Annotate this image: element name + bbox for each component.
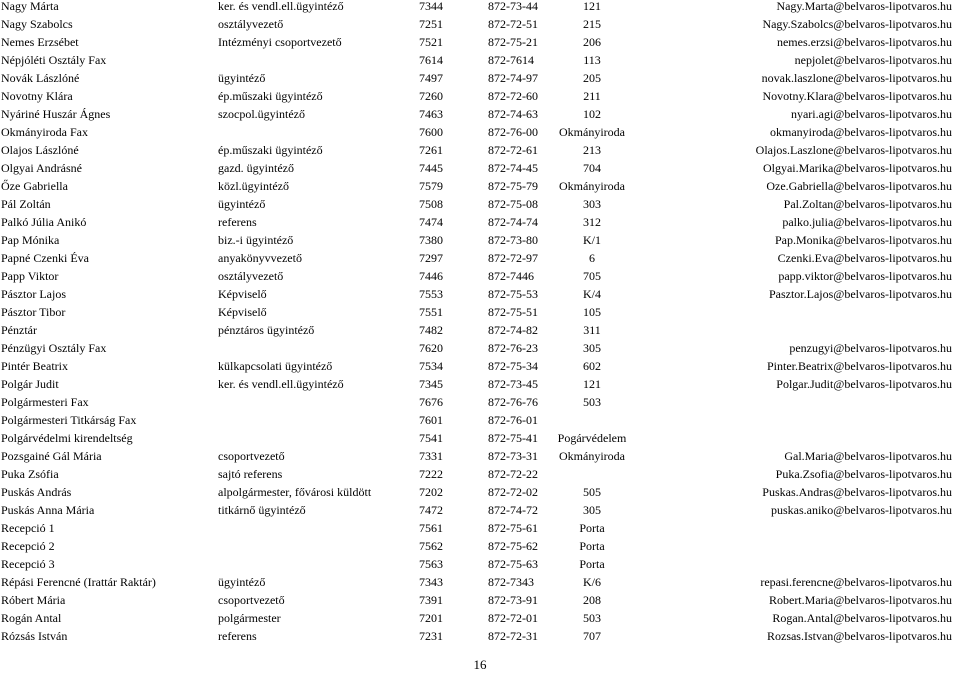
room-cell: Pogárvédelem (557, 431, 627, 445)
email-cell[interactable]: Novotny.Klara@belvaros-lipotvaros.hu (762, 89, 952, 103)
title-cell: referens (218, 629, 257, 643)
room-cell: 113 (583, 53, 601, 67)
extension-cell: 7600 (419, 125, 443, 139)
room-cell: K/1 (583, 233, 601, 247)
room-cell: Porta (579, 521, 605, 535)
name-cell: Polgármesteri Titkárság Fax (1, 413, 137, 427)
title-cell: ügyintéző (218, 197, 266, 211)
phone-cell: 872-7614 (488, 53, 534, 67)
extension-cell: 7446 (419, 269, 443, 283)
phone-cell: 872-75-21 (488, 35, 538, 49)
extension-cell: 7482 (419, 323, 443, 337)
email-cell[interactable]: Pasztor.Lajos@belvaros-lipotvaros.hu (768, 287, 952, 301)
title-cell: csoportvezető (218, 593, 285, 607)
title-cell: Intézményi csoportvezető (218, 35, 342, 49)
extension-cell: 7261 (419, 143, 443, 157)
email-cell[interactable]: penzugyi@belvaros-lipotvaros.hu (789, 341, 952, 355)
title-cell: Képviselő (218, 287, 267, 301)
table-row (0, 573, 960, 591)
table-row (0, 393, 960, 411)
extension-cell: 7676 (419, 395, 443, 409)
email-cell[interactable]: puskas.aniko@belvaros-lipotvaros.hu (770, 503, 952, 517)
table-row (0, 555, 960, 573)
extension-cell: 7260 (419, 89, 443, 103)
room-cell: Okmányiroda (559, 179, 625, 193)
table-row (0, 357, 960, 375)
email-cell[interactable]: nyari.agi@belvaros-lipotvaros.hu (790, 107, 952, 121)
room-cell: 602 (583, 359, 601, 373)
name-cell: Palkó Júlia Anikó (1, 215, 87, 229)
table-row (0, 411, 960, 429)
name-cell: Puskás András (1, 485, 72, 499)
extension-cell: 7380 (419, 233, 443, 247)
title-cell: anyakönyvvezető (218, 251, 302, 265)
room-cell: 6 (589, 251, 595, 265)
extension-cell: 7222 (419, 467, 443, 481)
email-cell[interactable]: nepjolet@belvaros-lipotvaros.hu (794, 53, 952, 67)
email-cell[interactable]: Polgar.Judit@belvaros-lipotvaros.hu (776, 377, 952, 391)
extension-cell: 7297 (419, 251, 443, 265)
title-cell: titkárnő ügyintéző (218, 503, 306, 517)
email-cell[interactable]: repasi.ferencne@belvaros-lipotvaros.hu (760, 575, 952, 589)
name-cell: Polgárvédelmi kirendeltség (1, 431, 133, 445)
phone-cell: 872-75-61 (488, 521, 538, 535)
extension-cell: 7201 (419, 611, 443, 625)
room-cell: Okmányiroda (559, 449, 625, 463)
phone-cell: 872-73-80 (488, 233, 538, 247)
name-cell: Recepció 2 (1, 539, 55, 553)
email-cell[interactable]: Nagy.Marta@belvaros-lipotvaros.hu (776, 0, 952, 13)
room-cell: 705 (583, 269, 601, 283)
table-row (0, 141, 960, 159)
table-row (0, 321, 960, 339)
room-cell: 213 (583, 143, 601, 157)
extension-cell: 7553 (419, 287, 443, 301)
phone-cell: 872-72-60 (488, 89, 538, 103)
room-cell: K/6 (583, 575, 601, 589)
email-cell[interactable]: Pap.Monika@belvaros-lipotvaros.hu (774, 233, 952, 247)
name-cell: Őze Gabriella (1, 179, 68, 193)
table-row (0, 285, 960, 303)
table-row (0, 609, 960, 627)
email-cell[interactable]: Puka.Zsofia@belvaros-lipotvaros.hu (775, 467, 952, 481)
table-row (0, 591, 960, 609)
email-cell[interactable]: nemes.erzsi@belvaros-lipotvaros.hu (776, 35, 952, 49)
phone-cell: 872-73-45 (488, 377, 538, 391)
name-cell: Nemes Erzsébet (1, 35, 79, 49)
title-cell: pénztáros ügyintéző (218, 323, 315, 337)
table-row (0, 501, 960, 519)
extension-cell: 7202 (419, 485, 443, 499)
room-cell: Porta (579, 557, 605, 571)
email-cell[interactable]: Rogan.Antal@belvaros-lipotvaros.hu (772, 611, 952, 625)
room-cell: 312 (583, 215, 601, 229)
phone-cell: 872-74-74 (488, 215, 538, 229)
extension-cell: 7251 (419, 17, 443, 31)
phone-cell: 872-73-31 (488, 449, 538, 463)
extension-cell: 7497 (419, 71, 443, 85)
phone-cell: 872-76-00 (488, 125, 538, 139)
room-cell: 208 (583, 593, 601, 607)
phone-cell: 872-72-02 (488, 485, 538, 499)
name-cell: Rózsás István (1, 629, 68, 643)
phone-cell: 872-75-53 (488, 287, 538, 301)
table-row (0, 267, 960, 285)
title-cell: sajtó referens (218, 467, 283, 481)
phone-cell: 872-74-63 (488, 107, 538, 121)
extension-cell: 7579 (419, 179, 443, 193)
title-cell: biz.-i ügyintéző (218, 233, 294, 247)
title-cell: ép.műszaki ügyintéző (218, 89, 323, 103)
name-cell: Nyáriné Huszár Ágnes (1, 107, 111, 121)
name-cell: Recepció 3 (1, 557, 55, 571)
title-cell: ügyintéző (218, 71, 266, 85)
table-row (0, 627, 960, 645)
room-cell: 211 (583, 89, 601, 103)
extension-cell: 7391 (419, 593, 443, 607)
extension-cell: 7562 (419, 539, 443, 553)
extension-cell: 7345 (419, 377, 443, 391)
table-row (0, 69, 960, 87)
phone-cell: 872-75-63 (488, 557, 538, 571)
table-row (0, 213, 960, 231)
extension-cell: 7508 (419, 197, 443, 211)
name-cell: Polgármesteri Fax (1, 395, 89, 409)
email-cell[interactable]: palko.julia@belvaros-lipotvaros.hu (782, 215, 952, 229)
table-row (0, 339, 960, 357)
phone-cell: 872-72-51 (488, 17, 538, 31)
room-cell: 503 (583, 395, 601, 409)
table-row (0, 249, 960, 267)
table-row (0, 483, 960, 501)
name-cell: Népjóléti Osztály Fax (1, 53, 107, 67)
name-cell: Puskás Anna Mária (1, 503, 95, 517)
phone-cell: 872-72-01 (488, 611, 538, 625)
extension-cell: 7551 (419, 305, 443, 319)
title-cell: ügyintéző (218, 575, 266, 589)
phone-cell: 872-72-31 (488, 629, 538, 643)
title-cell: gazd. ügyintéző (218, 161, 294, 175)
title-cell: Képviselő (218, 305, 267, 319)
phone-cell: 872-74-45 (488, 161, 538, 175)
name-cell: Puka Zsófia (1, 467, 59, 481)
email-cell[interactable]: okmanyiroda@belvaros-lipotvaros.hu (769, 125, 952, 139)
name-cell: Pozsgainé Gál Mária (1, 449, 102, 463)
name-cell: Pál Zoltán (1, 197, 51, 211)
phone-cell: 872-73-91 (488, 593, 538, 607)
name-cell: Pénztár (1, 323, 37, 337)
phone-cell: 872-74-82 (488, 323, 538, 337)
table-row (0, 231, 960, 249)
phone-cell: 872-76-76 (488, 395, 538, 409)
table-row (0, 303, 960, 321)
extension-cell: 7521 (419, 35, 443, 49)
title-cell: polgármester (218, 611, 281, 625)
name-cell: Nagy Márta (1, 0, 59, 13)
email-cell[interactable]: novak.laszlone@belvaros-lipotvaros.hu (761, 71, 952, 85)
phone-cell: 872-72-97 (488, 251, 538, 265)
room-cell: 503 (583, 611, 601, 625)
table-row (0, 159, 960, 177)
table-row (0, 177, 960, 195)
name-cell: Novák Lászlóné (1, 71, 80, 85)
extension-cell: 7231 (419, 629, 443, 643)
extension-cell: 7541 (419, 431, 443, 445)
table-row (0, 105, 960, 123)
room-cell: 305 (583, 503, 601, 517)
table-row (0, 15, 960, 33)
room-cell: Porta (579, 539, 605, 553)
extension-cell: 7445 (419, 161, 443, 175)
email-cell[interactable]: Olgyai.Marika@belvaros-lipotvaros.hu (762, 161, 952, 175)
title-cell: osztályvezető (218, 269, 284, 283)
title-cell: referens (218, 215, 257, 229)
extension-cell: 7601 (419, 413, 443, 427)
title-cell: csoportvezető (218, 449, 285, 463)
name-cell: Rogán Antal (1, 611, 62, 625)
name-cell: Olajos Lászlóné (1, 143, 79, 157)
name-cell: Novotny Klára (1, 89, 73, 103)
extension-cell: 7474 (419, 215, 443, 229)
title-cell: közl.ügyintéző (218, 179, 289, 193)
room-cell: 707 (583, 629, 601, 643)
phone-cell: 872-72-22 (488, 467, 538, 481)
name-cell: Répási Ferencné (Irattár Raktár) (1, 575, 156, 589)
name-cell: Pásztor Lajos (1, 287, 66, 301)
extension-cell: 7463 (419, 107, 443, 121)
phone-cell: 872-75-08 (488, 197, 538, 211)
room-cell: 205 (583, 71, 601, 85)
table-row (0, 123, 960, 141)
table-row (0, 429, 960, 447)
table-row (0, 33, 960, 51)
room-cell: 303 (583, 197, 601, 211)
room-cell: 102 (583, 107, 601, 121)
name-cell: Nagy Szabolcs (1, 17, 73, 31)
table-row (0, 375, 960, 393)
extension-cell: 7614 (419, 53, 443, 67)
room-cell: Okmányiroda (559, 125, 625, 139)
name-cell: Róbert Mária (1, 593, 66, 607)
title-cell: ker. és vendl.ell.ügyintéző (218, 0, 344, 13)
name-cell: Okmányiroda Fax (1, 125, 88, 139)
table-row (0, 519, 960, 537)
extension-cell: 7331 (419, 449, 443, 463)
room-cell: 121 (583, 0, 601, 13)
extension-cell: 7561 (419, 521, 443, 535)
table-row (0, 195, 960, 213)
room-cell: 505 (583, 485, 601, 499)
email-cell[interactable]: Puskas.Andras@belvaros-lipotvaros.hu (762, 485, 952, 499)
phone-cell: 872-74-72 (488, 503, 538, 517)
room-cell: 704 (583, 161, 601, 175)
name-cell: Olgyai Andrásné (1, 161, 82, 175)
extension-cell: 7620 (419, 341, 443, 355)
email-cell[interactable]: Nagy.Szabolcs@belvaros-lipotvaros.hu (762, 17, 952, 31)
name-cell: Pap Mónika (1, 233, 60, 247)
room-cell: 215 (583, 17, 601, 31)
phone-cell: 872-72-61 (488, 143, 538, 157)
phone-cell: 872-75-62 (488, 539, 538, 553)
title-cell: alpolgármester, fővárosi küldött (218, 485, 372, 499)
room-cell: 311 (583, 323, 601, 337)
phone-cell: 872-74-97 (488, 71, 538, 85)
email-cell[interactable]: Pinter.Beatrix@belvaros-lipotvaros.hu (766, 359, 952, 373)
title-cell: ker. és vendl.ell.ügyintéző (218, 377, 344, 391)
email-cell[interactable]: Robert.Maria@belvaros-lipotvaros.hu (768, 593, 952, 607)
table-row (0, 0, 960, 15)
name-cell: Recepció 1 (1, 521, 55, 535)
name-cell: Papné Czenki Éva (1, 251, 89, 265)
room-cell: 206 (583, 35, 601, 49)
phone-cell: 872-7343 (488, 575, 534, 589)
name-cell: Polgár Judit (1, 377, 59, 391)
extension-cell: 7472 (419, 503, 443, 517)
name-cell: Pénzügyi Osztály Fax (1, 341, 107, 355)
room-cell: 305 (583, 341, 601, 355)
name-cell: Pásztor Tibor (1, 305, 66, 319)
phone-cell: 872-76-23 (488, 341, 538, 355)
phone-cell: 872-75-51 (488, 305, 538, 319)
page-number: 16 (473, 657, 487, 672)
room-cell: K/4 (583, 287, 601, 301)
email-cell[interactable]: Gal.Maria@belvaros-lipotvaros.hu (784, 449, 952, 463)
phone-cell: 872-75-79 (488, 179, 538, 193)
title-cell: osztályvezető (218, 17, 284, 31)
phone-cell: 872-76-01 (488, 413, 538, 427)
phone-cell: 872-75-41 (488, 431, 538, 445)
phone-cell: 872-7446 (488, 269, 534, 283)
extension-cell: 7344 (419, 0, 443, 13)
table-row (0, 51, 960, 69)
email-cell[interactable]: Oze.Gabriella@belvaros-lipotvaros.hu (766, 179, 952, 193)
room-cell: 105 (583, 305, 601, 319)
email-cell[interactable]: papp.viktor@belvaros-lipotvaros.hu (778, 269, 952, 283)
title-cell: külkapcsolati ügyintéző (218, 359, 333, 373)
extension-cell: 7534 (419, 359, 443, 373)
extension-cell: 7563 (419, 557, 443, 571)
table-row (0, 465, 960, 483)
table-row (0, 87, 960, 105)
email-cell[interactable]: Pal.Zoltan@belvaros-lipotvaros.hu (783, 197, 952, 211)
name-cell: Papp Viktor (1, 269, 59, 283)
email-cell[interactable]: Olajos.Laszlone@belvaros-lipotvaros.hu (755, 143, 952, 157)
room-cell: 121 (583, 377, 601, 391)
email-cell[interactable]: Czenki.Eva@belvaros-lipotvaros.hu (777, 251, 952, 265)
email-cell[interactable]: Rozsas.Istvan@belvaros-lipotvaros.hu (766, 629, 952, 643)
title-cell: ép.műszaki ügyintéző (218, 143, 323, 157)
phone-cell: 872-73-44 (488, 0, 538, 13)
table-row (0, 537, 960, 555)
phone-cell: 872-75-34 (488, 359, 538, 373)
title-cell: szocpol.ügyintéző (218, 107, 305, 121)
extension-cell: 7343 (419, 575, 443, 589)
name-cell: Pintér Beatrix (1, 359, 68, 373)
table-row (0, 447, 960, 465)
